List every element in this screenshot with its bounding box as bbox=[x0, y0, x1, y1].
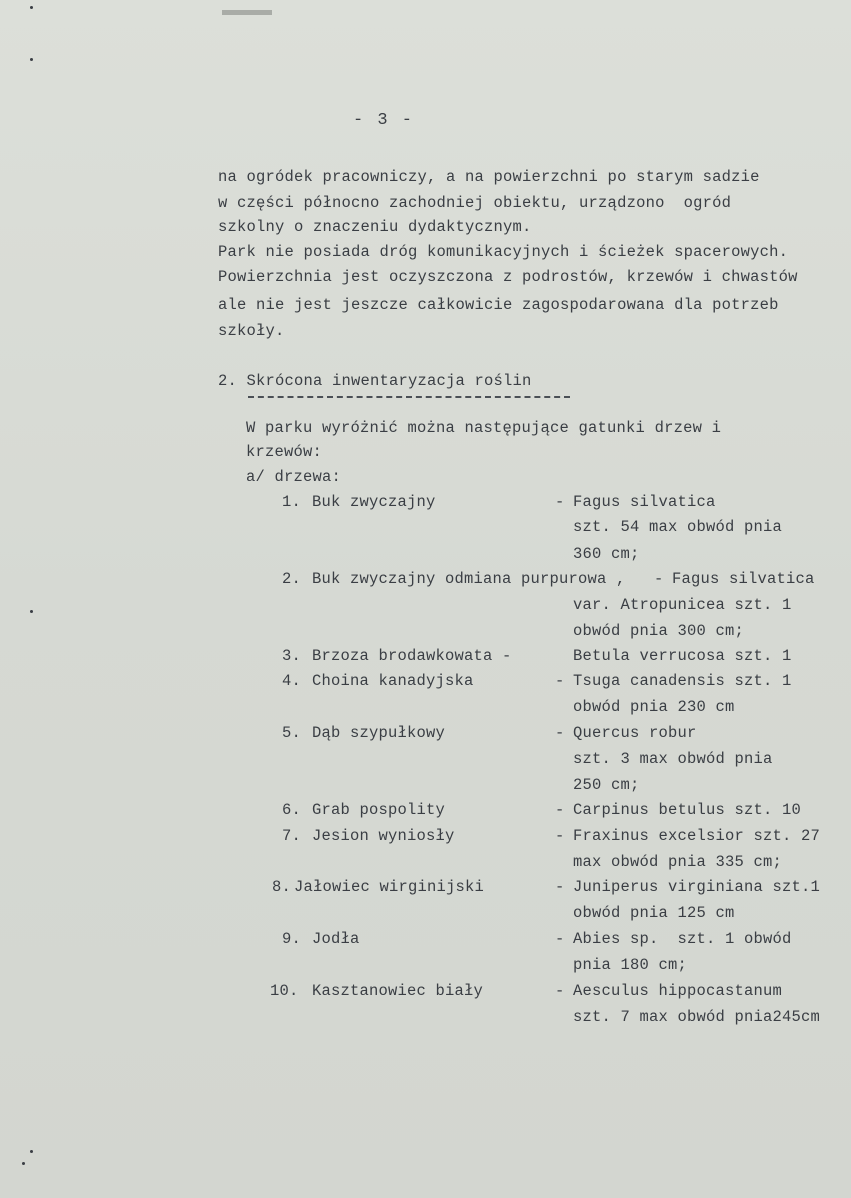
section-heading: 2. Skrócona inwentaryzacja roślin bbox=[218, 372, 532, 390]
heading-underline bbox=[248, 396, 570, 398]
intro-line: szkoły. bbox=[218, 322, 285, 340]
tree-latin-line: obwód pnia 300 cm; bbox=[573, 622, 745, 640]
tree-latin-line: 250 cm; bbox=[573, 776, 640, 794]
tree-latin-line: Quercus robur bbox=[573, 724, 697, 742]
tree-name: Jałowiec wirginijski bbox=[294, 878, 485, 896]
tree-name: Buk zwyczajny bbox=[312, 493, 436, 511]
section-intro-line: krzewów: bbox=[246, 443, 323, 461]
tree-number: 6. bbox=[282, 801, 302, 819]
tree-name: Buk zwyczajny odmiana purpurowa , bbox=[312, 570, 626, 588]
tree-separator: - bbox=[555, 801, 565, 819]
intro-line: w części północno zachodniej obiektu, urządzono ogród bbox=[218, 194, 732, 212]
tree-separator: - bbox=[654, 570, 664, 588]
tree-latin-line: Aesculus hippocastanum bbox=[573, 982, 783, 1000]
tree-number: 3. bbox=[282, 647, 302, 665]
tree-latin-line: Betula verrucosa szt. 1 bbox=[573, 647, 792, 665]
intro-line: na ogródek pracowniczy, a na powierzchni po starym sadzie bbox=[218, 168, 760, 186]
tree-separator: - bbox=[555, 827, 565, 845]
tree-name: Kasztanowiec biały bbox=[312, 982, 484, 1000]
tree-number: 7. bbox=[282, 827, 302, 845]
tree-latin-line: Fagus silvatica bbox=[672, 570, 815, 588]
tree-number: 10. bbox=[270, 982, 299, 1000]
tree-name: Choina kanadyjska bbox=[312, 672, 474, 690]
tree-number: 5. bbox=[282, 724, 302, 742]
punch-mark bbox=[30, 6, 33, 9]
intro-line: ale nie jest jeszcze całkowicie zagospodarowana dla potrzeb bbox=[218, 296, 779, 314]
tree-separator: - bbox=[555, 930, 565, 948]
section-intro-line: W parku wyróżnić można następujące gatunki drzew i bbox=[246, 419, 722, 437]
tree-name: Grab pospolity bbox=[312, 801, 446, 819]
page-number: - 3 - bbox=[353, 111, 415, 130]
tree-latin-line: Juniperus virginiana szt.1 bbox=[573, 878, 821, 896]
punch-mark bbox=[30, 58, 33, 61]
tree-name: Jodła bbox=[312, 930, 360, 948]
tree-name: Brzoza brodawkowata - bbox=[312, 647, 512, 665]
tree-separator: - bbox=[555, 493, 565, 511]
intro-line: szkolny o znaczeniu dydaktycznym. bbox=[218, 218, 532, 236]
tree-name: Dąb szypułkowy bbox=[312, 724, 446, 742]
tree-latin-line: obwód pnia 230 cm bbox=[573, 698, 735, 716]
tree-latin-line: Fraxinus excelsior szt. 27 bbox=[573, 827, 821, 845]
tree-latin-line: szt. 54 max obwód pnia bbox=[573, 518, 783, 536]
subsection-label: a/ drzewa: bbox=[246, 468, 342, 486]
punch-mark bbox=[30, 1150, 33, 1153]
tree-latin-line: 360 cm; bbox=[573, 545, 640, 563]
tree-number: 8. bbox=[272, 878, 292, 896]
tree-number: 9. bbox=[282, 930, 302, 948]
tree-latin-line: Fagus silvatica bbox=[573, 493, 716, 511]
tree-latin-line: var. Atropunicea szt. 1 bbox=[573, 596, 792, 614]
tree-latin-line: max obwód pnia 335 cm; bbox=[573, 853, 783, 871]
tree-latin-line: szt. 7 max obwód pnia245cm bbox=[573, 1008, 821, 1026]
tree-number: 1. bbox=[282, 493, 302, 511]
tree-number: 4. bbox=[282, 672, 302, 690]
tree-latin-line: pnia 180 cm; bbox=[573, 956, 688, 974]
tree-separator: - bbox=[555, 982, 565, 1000]
punch-mark bbox=[22, 1162, 25, 1165]
tree-separator: - bbox=[555, 672, 565, 690]
paper-mark bbox=[222, 10, 272, 15]
tree-latin-line: Abies sp. szt. 1 obwód bbox=[573, 930, 792, 948]
intro-line: Park nie posiada dróg komunikacyjnych i ścieżek spacerowych. bbox=[218, 243, 789, 261]
intro-line: Powierzchnia jest oczyszczona z podrostów, krzewów i chwastów bbox=[218, 268, 798, 286]
punch-mark bbox=[30, 610, 33, 613]
tree-separator: - bbox=[555, 878, 565, 896]
tree-latin-line: Carpinus betulus szt. 10 bbox=[573, 801, 802, 819]
tree-latin-line: obwód pnia 125 cm bbox=[573, 904, 735, 922]
tree-name: Jesion wyniosły bbox=[312, 827, 455, 845]
tree-number: 2. bbox=[282, 570, 302, 588]
tree-separator: - bbox=[555, 724, 565, 742]
tree-latin-line: szt. 3 max obwód pnia bbox=[573, 750, 773, 768]
tree-latin-line: Tsuga canadensis szt. 1 bbox=[573, 672, 792, 690]
